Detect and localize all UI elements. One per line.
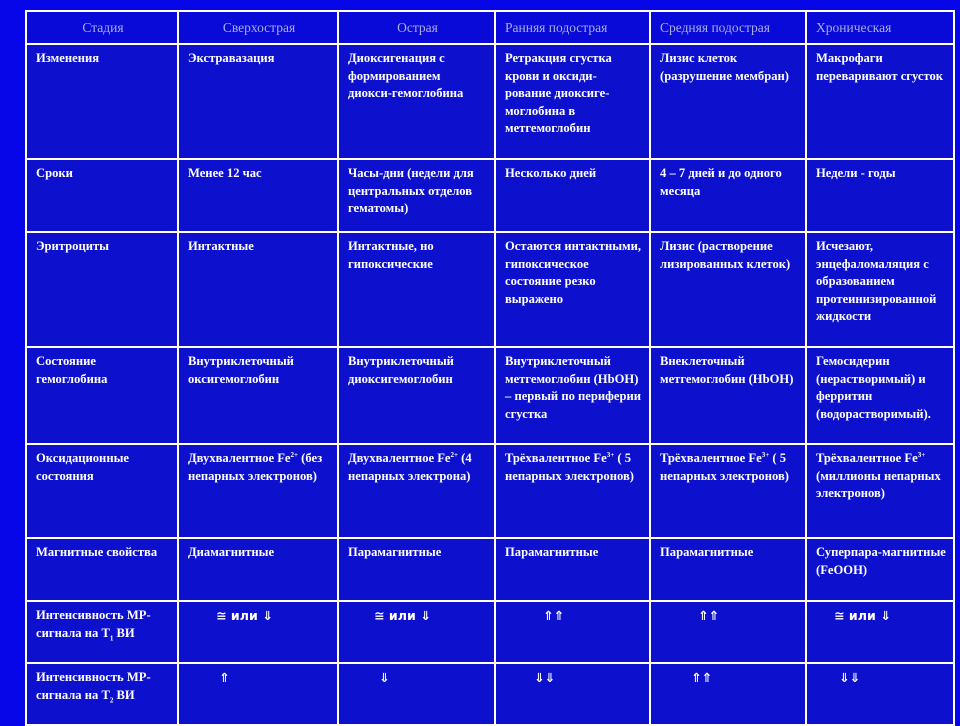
header-cell-early-subacute: Ранняя подострая xyxy=(495,11,650,44)
row-label: Сроки xyxy=(26,159,178,232)
table-cell: Трёхвалентное $Fe^{3+}$ (миллионы непарных электронов) xyxy=(806,444,954,538)
row-changes xyxy=(26,44,954,159)
row-t1-signal xyxy=(26,601,954,663)
table-cell: Несколько дней xyxy=(495,159,650,232)
table-cell: Остаются интактными, гипоксическое состояние резко выражено xyxy=(495,232,650,347)
signal-arrow-icon: ⇓⇓ xyxy=(495,663,650,725)
table-cell: Ретракция сгустка крови и оксиди-рование диоксиге-моглобина в метгемоглобин xyxy=(495,44,650,159)
row-oxidation-states xyxy=(26,444,954,538)
row-label: Изменения xyxy=(26,44,178,159)
header-cell-late-subacute: Средняя подострая xyxy=(650,11,806,44)
table-cell: Внутриклеточный метгемоглобин (HbOH) – первый по периферии сгустка xyxy=(495,347,650,444)
table-cell: Суперпара-магнитные (FeOOH) xyxy=(806,538,954,601)
header-cell-hyperacute: Сверхострая xyxy=(178,11,338,44)
signal-arrow-icon: ⇑ xyxy=(178,663,338,725)
table-cell: Парамагнитные xyxy=(338,538,495,601)
table-cell: Лизис клеток (разрушение мембран) xyxy=(650,44,806,159)
table-cell: 4 – 7 дней и до одного месяца xyxy=(650,159,806,232)
table-cell: Внутриклеточный оксигемоглобин xyxy=(178,347,338,444)
table-cell: Трёхвалентное $Fe^{3+}$ ( 5 непарных электронов) xyxy=(495,444,650,538)
table-cell: Диамагнитные xyxy=(178,538,338,601)
header-cell-chronic: Хроническая xyxy=(806,11,954,44)
table-cell: Двухвалентное $Fe^{2+}$ (без непарных электронов) xyxy=(178,444,338,538)
table-cell: Лизис (растворение лизированных клеток) xyxy=(650,232,806,347)
table-cell: Внеклеточный метгемоглобин (HbOH) xyxy=(650,347,806,444)
row-erythrocytes xyxy=(26,232,954,347)
row-label: Интенсивность МР-сигнала на $T_2$ ВИ xyxy=(26,663,178,725)
table-cell: Исчезают, энцефаломаляция с образованием протеинизированной жидкости xyxy=(806,232,954,347)
row-hemoglobin-state xyxy=(26,347,954,444)
row-label: Интенсивность МР-сигнала на $T_1$ ВИ xyxy=(26,601,178,663)
table-cell: Макрофаги переваривают сгусток xyxy=(806,44,954,159)
table-cell: Гемосидерин (нерастворимый) и ферритин (водорастворимый). xyxy=(806,347,954,444)
header-cell-stage: Стадия xyxy=(26,11,178,44)
row-timing xyxy=(26,159,954,232)
table-cell: Двухвалентное $Fe^{2+}$ (4 непарных электрона) xyxy=(338,444,495,538)
signal-arrow-icon: ⇑⇑ xyxy=(495,601,650,663)
row-label: Оксидационные состояния xyxy=(26,444,178,538)
table-cell: Интактные xyxy=(178,232,338,347)
header-row xyxy=(26,11,954,44)
header-cell-acute: Острая xyxy=(338,11,495,44)
row-label: Состояние гемоглобина xyxy=(26,347,178,444)
table-cell: Часы-дни (недели для центральных отделов гематомы) xyxy=(338,159,495,232)
row-label: Эритроциты xyxy=(26,232,178,347)
table-cell: Менее 12 час xyxy=(178,159,338,232)
row-t2-signal xyxy=(26,663,954,725)
row-magnetic-properties xyxy=(26,538,954,601)
signal-arrow-icon: ⇑⇑ xyxy=(650,663,806,725)
table-cell: Парамагнитные xyxy=(650,538,806,601)
signal-arrow-icon: ≅ или ⇓ xyxy=(806,601,954,663)
table-cell: Интактные, но гипоксические xyxy=(338,232,495,347)
signal-arrow-icon: ⇑⇑ xyxy=(650,601,806,663)
table-cell: Экстравазация xyxy=(178,44,338,159)
table-cell: Диоксигенация с формированием диокси-гемоглобина xyxy=(338,44,495,159)
mri-hematoma-stages-table xyxy=(25,10,955,726)
table-cell: Парамагнитные xyxy=(495,538,650,601)
row-label: Магнитные свойства xyxy=(26,538,178,601)
table-cell: Внутриклеточный диоксигемоглобин xyxy=(338,347,495,444)
table-cell: Недели - годы xyxy=(806,159,954,232)
table-cell: Трёхвалентное $Fe^{3+}$ ( 5 непарных электронов) xyxy=(650,444,806,538)
signal-arrow-icon: ⇓ xyxy=(338,663,495,725)
signal-arrow-icon: ⇓⇓ xyxy=(806,663,954,725)
signal-arrow-icon: ≅ или ⇓ xyxy=(338,601,495,663)
signal-arrow-icon: ≅ или ⇓ xyxy=(178,601,338,663)
